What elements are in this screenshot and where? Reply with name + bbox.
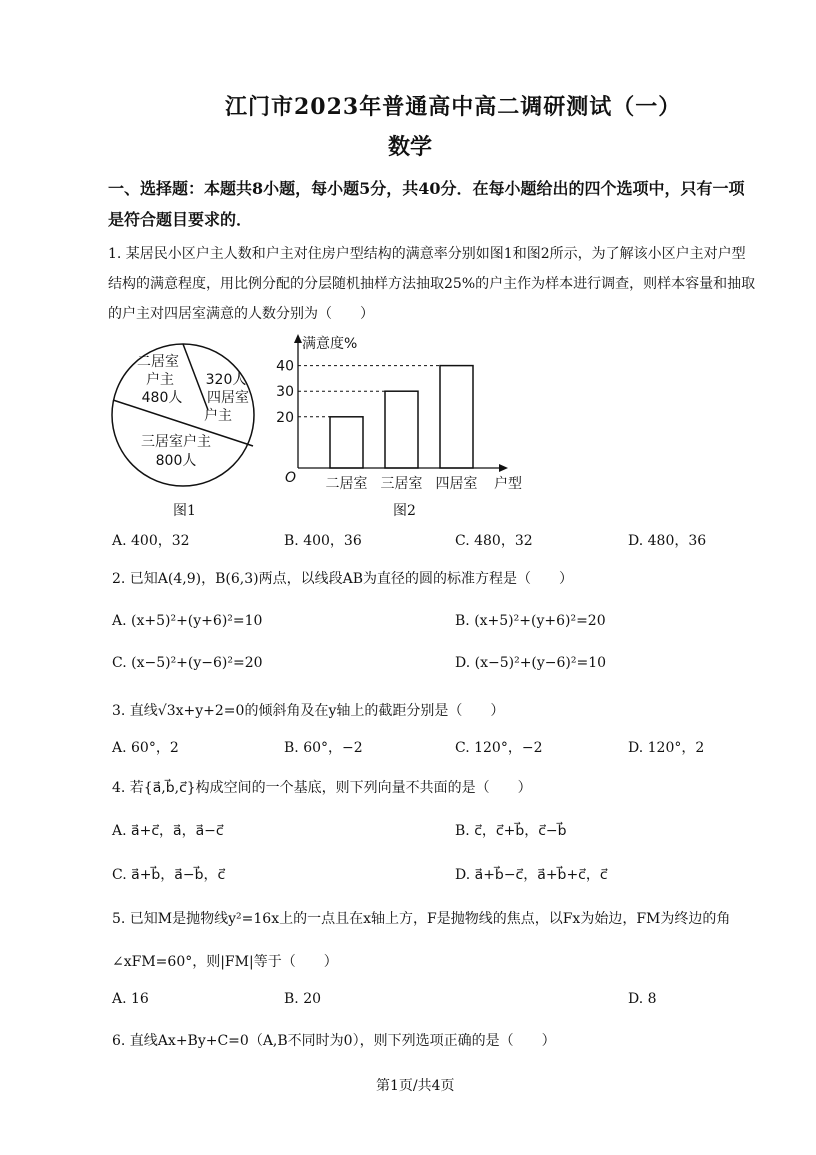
fig1-caption: 图1 xyxy=(173,503,196,519)
section-heading-line1: 一、选择题：本题共8小题，每小题5分，共40分．在每小题给出的四个选项中，只有一项 xyxy=(108,179,745,198)
pie-label-four-room-c: 户主 xyxy=(204,408,232,424)
q4-option-b[interactable]: B. c⃗，c⃗+b⃗，c⃗−b⃗ xyxy=(455,823,567,839)
y-tick-label: 20 xyxy=(276,409,294,426)
q5-option-d[interactable]: D. 8 xyxy=(628,991,657,1007)
x-axis-arrow xyxy=(499,464,508,472)
bar-二居室 xyxy=(330,417,363,468)
q4-stem: 4. 若{a⃗,b⃗,c⃗}构成空间的一个基底，则下列向量不共面的是（ ） xyxy=(112,780,532,796)
pie-label-two-room-c: 480人 xyxy=(141,390,183,406)
q3-option-a[interactable]: A. 60°，2 xyxy=(112,740,179,756)
q2-option-b[interactable]: B. (x+5)²+(y+6)²=20 xyxy=(455,613,606,629)
y-tick-label: 30 xyxy=(276,384,294,401)
q5-line1: 5. 已知M是抛物线y²=16x上的一点且在x轴上方，F是抛物线的焦点，以Fx为始边，FM为终边的角 xyxy=(112,911,731,927)
q3-stem: 3. 直线√3x+y+2=0的倾斜角及在y轴上的截距分别是（ ） xyxy=(112,703,505,719)
y-tick-label: 40 xyxy=(276,358,294,375)
pie-label-two-room-b: 户主 xyxy=(146,372,174,388)
q1-option-c[interactable]: C. 480，32 xyxy=(455,533,533,549)
q3-option-d[interactable]: D. 120°，2 xyxy=(628,740,705,756)
pie-label-four-room-b: 四居室 xyxy=(207,390,249,406)
q1-option-a[interactable]: A. 400，32 xyxy=(112,533,190,549)
pie-label-two-room-a: 二居室 xyxy=(137,354,179,370)
pie-label-three-room-b: 800人 xyxy=(155,453,197,469)
q4-option-d[interactable]: D. a⃗+b⃗−c⃗，a⃗+b⃗+c⃗，c⃗ xyxy=(455,867,608,883)
pie-chart xyxy=(108,340,268,490)
q5-option-b[interactable]: B. 20 xyxy=(284,991,322,1007)
pie-label-four-room-a: 320人 xyxy=(205,372,247,388)
q4-option-a[interactable]: A. a⃗+c⃗，a⃗，a⃗−c⃗ xyxy=(112,823,224,839)
q1-option-b[interactable]: B. 400，36 xyxy=(284,533,362,549)
pie-divider-top xyxy=(183,344,208,410)
y-axis-arrow xyxy=(294,334,302,343)
q2-option-d[interactable]: D. (x−5)²+(y−6)²=10 xyxy=(455,655,607,671)
q4-option-c[interactable]: C. a⃗+b⃗，a⃗−b⃗，c⃗ xyxy=(112,867,226,883)
section-heading-line2: 是符合题目要求的． xyxy=(108,210,253,229)
q3-option-c[interactable]: C. 120°，−2 xyxy=(455,740,543,756)
page-footer: 第1页/共4页 xyxy=(376,1078,455,1094)
q1-line3: 的户主对四居室满意的人数分别为（ ） xyxy=(108,306,374,322)
x-axis-label: 户型 xyxy=(494,476,522,492)
q1-line1: 1. 某居民小区户主人数和户主对住房户型结构的满意率分别如图1和图2所示，为了解该小区户主对户型 xyxy=(108,246,746,262)
q3-option-b[interactable]: B. 60°，−2 xyxy=(284,740,363,756)
bar-chart xyxy=(276,330,540,495)
fig2-caption: 图2 xyxy=(393,503,416,519)
pie-label-three-room-a: 三居室户主 xyxy=(141,434,211,450)
subject-title: 数学 xyxy=(388,134,433,160)
x-category-label: 四居室 xyxy=(435,476,478,492)
q5-option-a[interactable]: A. 16 xyxy=(112,991,149,1007)
exam-title: 江门市2023年普通高中高二调研测试（一） xyxy=(225,94,682,120)
q2-option-c[interactable]: C. (x−5)²+(y−6)²=20 xyxy=(112,655,263,671)
q2-stem: 2. 已知A(4,9)，B(6,3)两点，以线段AB为直径的圆的标准方程是（ ） xyxy=(112,571,573,587)
origin-label: O xyxy=(285,470,297,486)
x-category-label: 三居室 xyxy=(380,476,423,492)
q1-option-d[interactable]: D. 480，36 xyxy=(628,533,707,549)
bar-四居室 xyxy=(440,366,473,468)
bar-三居室 xyxy=(385,391,418,468)
q6-stem: 6. 直线Ax+By+C=0（A,B不同时为0），则下列选项正确的是（ ） xyxy=(112,1033,556,1049)
x-category-label: 二居室 xyxy=(325,476,368,492)
q5-line2: ∠xFM=60°，则|FM|等于（ ） xyxy=(112,954,338,970)
q2-option-a[interactable]: A. (x+5)²+(y+6)²=10 xyxy=(112,613,263,629)
q1-line2: 结构的满意程度，用比例分配的分层随机抽样方法抽取25%的户主作为样本进行调查，则样本容量和抽取 xyxy=(108,276,756,292)
y-axis-label: 满意度% xyxy=(302,336,358,352)
